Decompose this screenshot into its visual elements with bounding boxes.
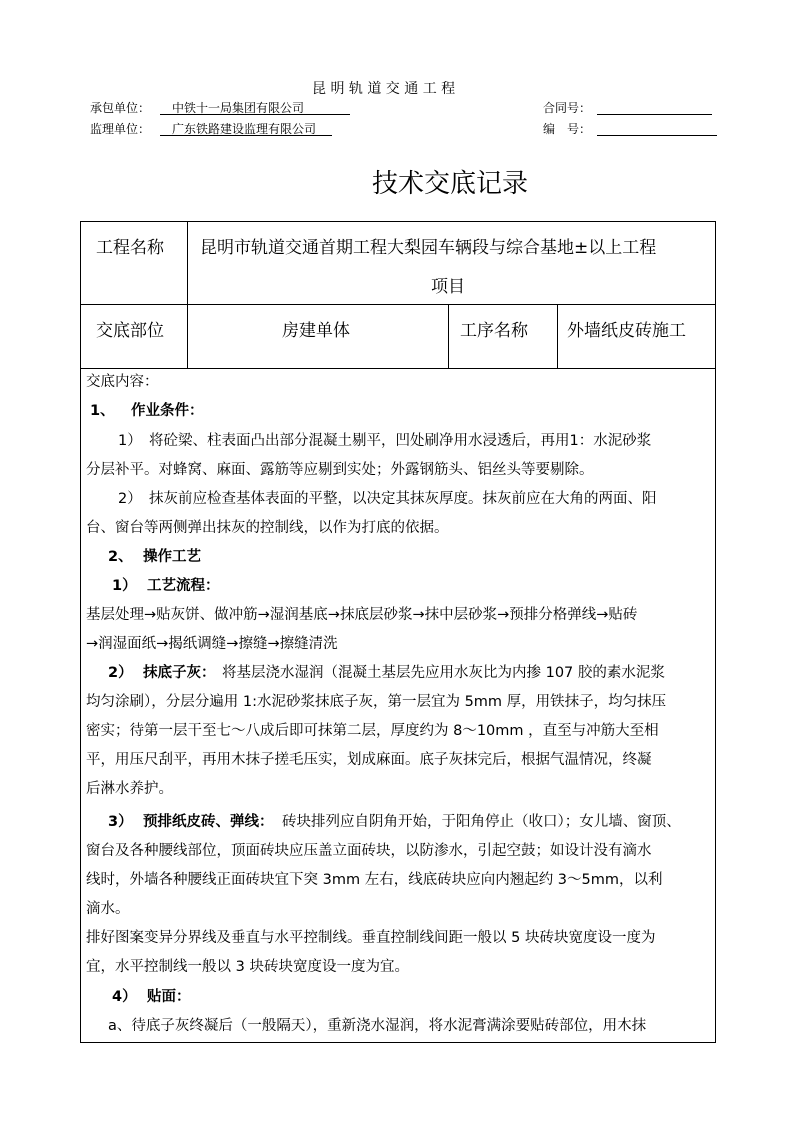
s2-3-line3: 线时，外墙各种腰线正面砖块宜下突 3mm 左右，线底砖块应向内翘起约 3～5mm，以利 xyxy=(86,872,663,888)
s1-p1-line1: 1） 将砼梁、柱表面凸出部分混凝土剔平，凹处刷净用水浸透后，再用1：水泥砂浆 xyxy=(118,433,652,449)
s2-1-title: 工艺流程： xyxy=(147,578,220,594)
s2-3-line4: 滴水。 xyxy=(86,901,130,917)
contract-no-label: 合同号： xyxy=(543,101,592,115)
document-title: 技术交底记录 xyxy=(372,169,529,199)
s2-2-line1: 将基层浇水湿润（混凝土基层先应用水灰比为内掺 107 胶的素水泥浆 xyxy=(222,665,665,681)
supervisor-label: 监理单位： xyxy=(90,122,151,136)
flow-line1: 基层处理→贴灰饼、做冲筋→湿润基底→抹底层砂浆→抹中层砂浆→预排分格弹线→贴砖 xyxy=(86,607,638,623)
s1-p2-line1: 2） 抹灰前应检查基体表面的平整，以决定其抹灰厚度。抹灰前应在大角的两面、阳 xyxy=(118,491,657,507)
s1-p1-line2: 分层补平。对蜂窝、麻面、露筋等应剔到实处；外露钢筋头、铝丝头等要剔除。 xyxy=(86,462,594,478)
table-divider-col1 xyxy=(187,221,188,368)
content-heading: 交底内容： xyxy=(86,374,159,390)
serial-no-label: 编 号： xyxy=(543,122,592,136)
table-divider-row1 xyxy=(80,304,716,305)
s2-2-line3: 密实；待第一层干至七～八成后即可抹第二层，厚度约为 8～10mm ，直至与冲筋大至相 xyxy=(86,723,659,739)
contractor-label: 承包单位： xyxy=(90,101,151,115)
part-value: 房建单体 xyxy=(282,321,350,341)
s2-4-title: 贴面： xyxy=(147,989,191,1005)
s2-3b-line1: 排好图案变异分界线及垂直与水平控制线。垂直控制线间距一般以 5 块砖块宽度设一度为 xyxy=(86,930,656,946)
s2-3-number: 3） xyxy=(108,814,133,830)
s2-2-line5: 后淋水养护。 xyxy=(86,781,173,797)
table-divider-col2 xyxy=(448,304,449,368)
s2-4-number: 4） xyxy=(112,989,137,1005)
supervisor-underline xyxy=(160,135,332,136)
s2-2-line4: 平，用压尺刮平，再用木抹子搓毛压实，划成麻面。底子灰抹完后，根据气温情况，终凝 xyxy=(86,752,652,768)
s1-p2-line2: 台、窗台等两侧弹出抹灰的控制线，以作为打底的依据。 xyxy=(86,520,449,536)
s2-3-line1: 砖块排列应自阴角开始，于阳角停止（收口）；女儿墙、窗顶、 xyxy=(282,814,681,830)
serial-no-field xyxy=(597,135,717,136)
project-line: 昆 明 轨 道 交 通 工 程 xyxy=(312,81,456,97)
s2-4-line1: a、待底子灰终凝后（一般隔天），重新浇水湿润，将水泥膏满涂要贴砖部位，用木抹 xyxy=(108,1018,647,1034)
process-label: 工序名称 xyxy=(460,321,528,341)
section1-title: 作业条件： xyxy=(131,403,204,419)
section2-number: 2、 xyxy=(108,549,133,565)
s2-3-line2: 窗台及各种腰线部位，顶面砖块应压盖立面砖块，以防渗水，引起空鼓；如设计没有滴水 xyxy=(86,843,652,859)
project-name-line1: 昆明市轨道交通首期工程大梨园车辆段与综合基地±以上工程 xyxy=(200,238,657,258)
flow-line2: →润湿面纸→揭纸调缝→擦缝→擦缝清洗 xyxy=(86,636,338,652)
contract-no-field xyxy=(597,114,712,115)
s2-2-line2: 均匀涂刷），分层分遍用 1:水泥砂浆抹底子灰，第一层宜为 5mm 厚，用铁抹子，均匀抹压 xyxy=(86,694,667,710)
s2-1-number: 1） xyxy=(112,578,137,594)
s2-3b-line2: 宜，水平控制线一般以 3 块砖块宽度设一度为宜。 xyxy=(86,959,409,975)
contractor-underline xyxy=(160,114,350,115)
section2-title: 操作工艺 xyxy=(143,549,201,565)
s2-2-title: 抹底子灰： xyxy=(143,665,216,681)
s2-2-number: 2） xyxy=(108,665,133,681)
project-name-label: 工程名称 xyxy=(96,238,164,258)
part-label: 交底部位 xyxy=(96,321,164,341)
section1-number: 1、 xyxy=(90,403,115,419)
process-value: 外墙纸皮砖施工 xyxy=(567,321,686,341)
contractor-value: 中铁十一局集团有限公司 xyxy=(172,101,305,115)
table-divider-col3 xyxy=(557,304,558,368)
table-divider-row2 xyxy=(80,368,716,369)
s2-3-title: 预排纸皮砖、弹线： xyxy=(143,814,274,830)
project-name-line2: 项目 xyxy=(431,277,465,297)
supervisor-value: 广东铁路建设监理有限公司 xyxy=(172,122,317,136)
